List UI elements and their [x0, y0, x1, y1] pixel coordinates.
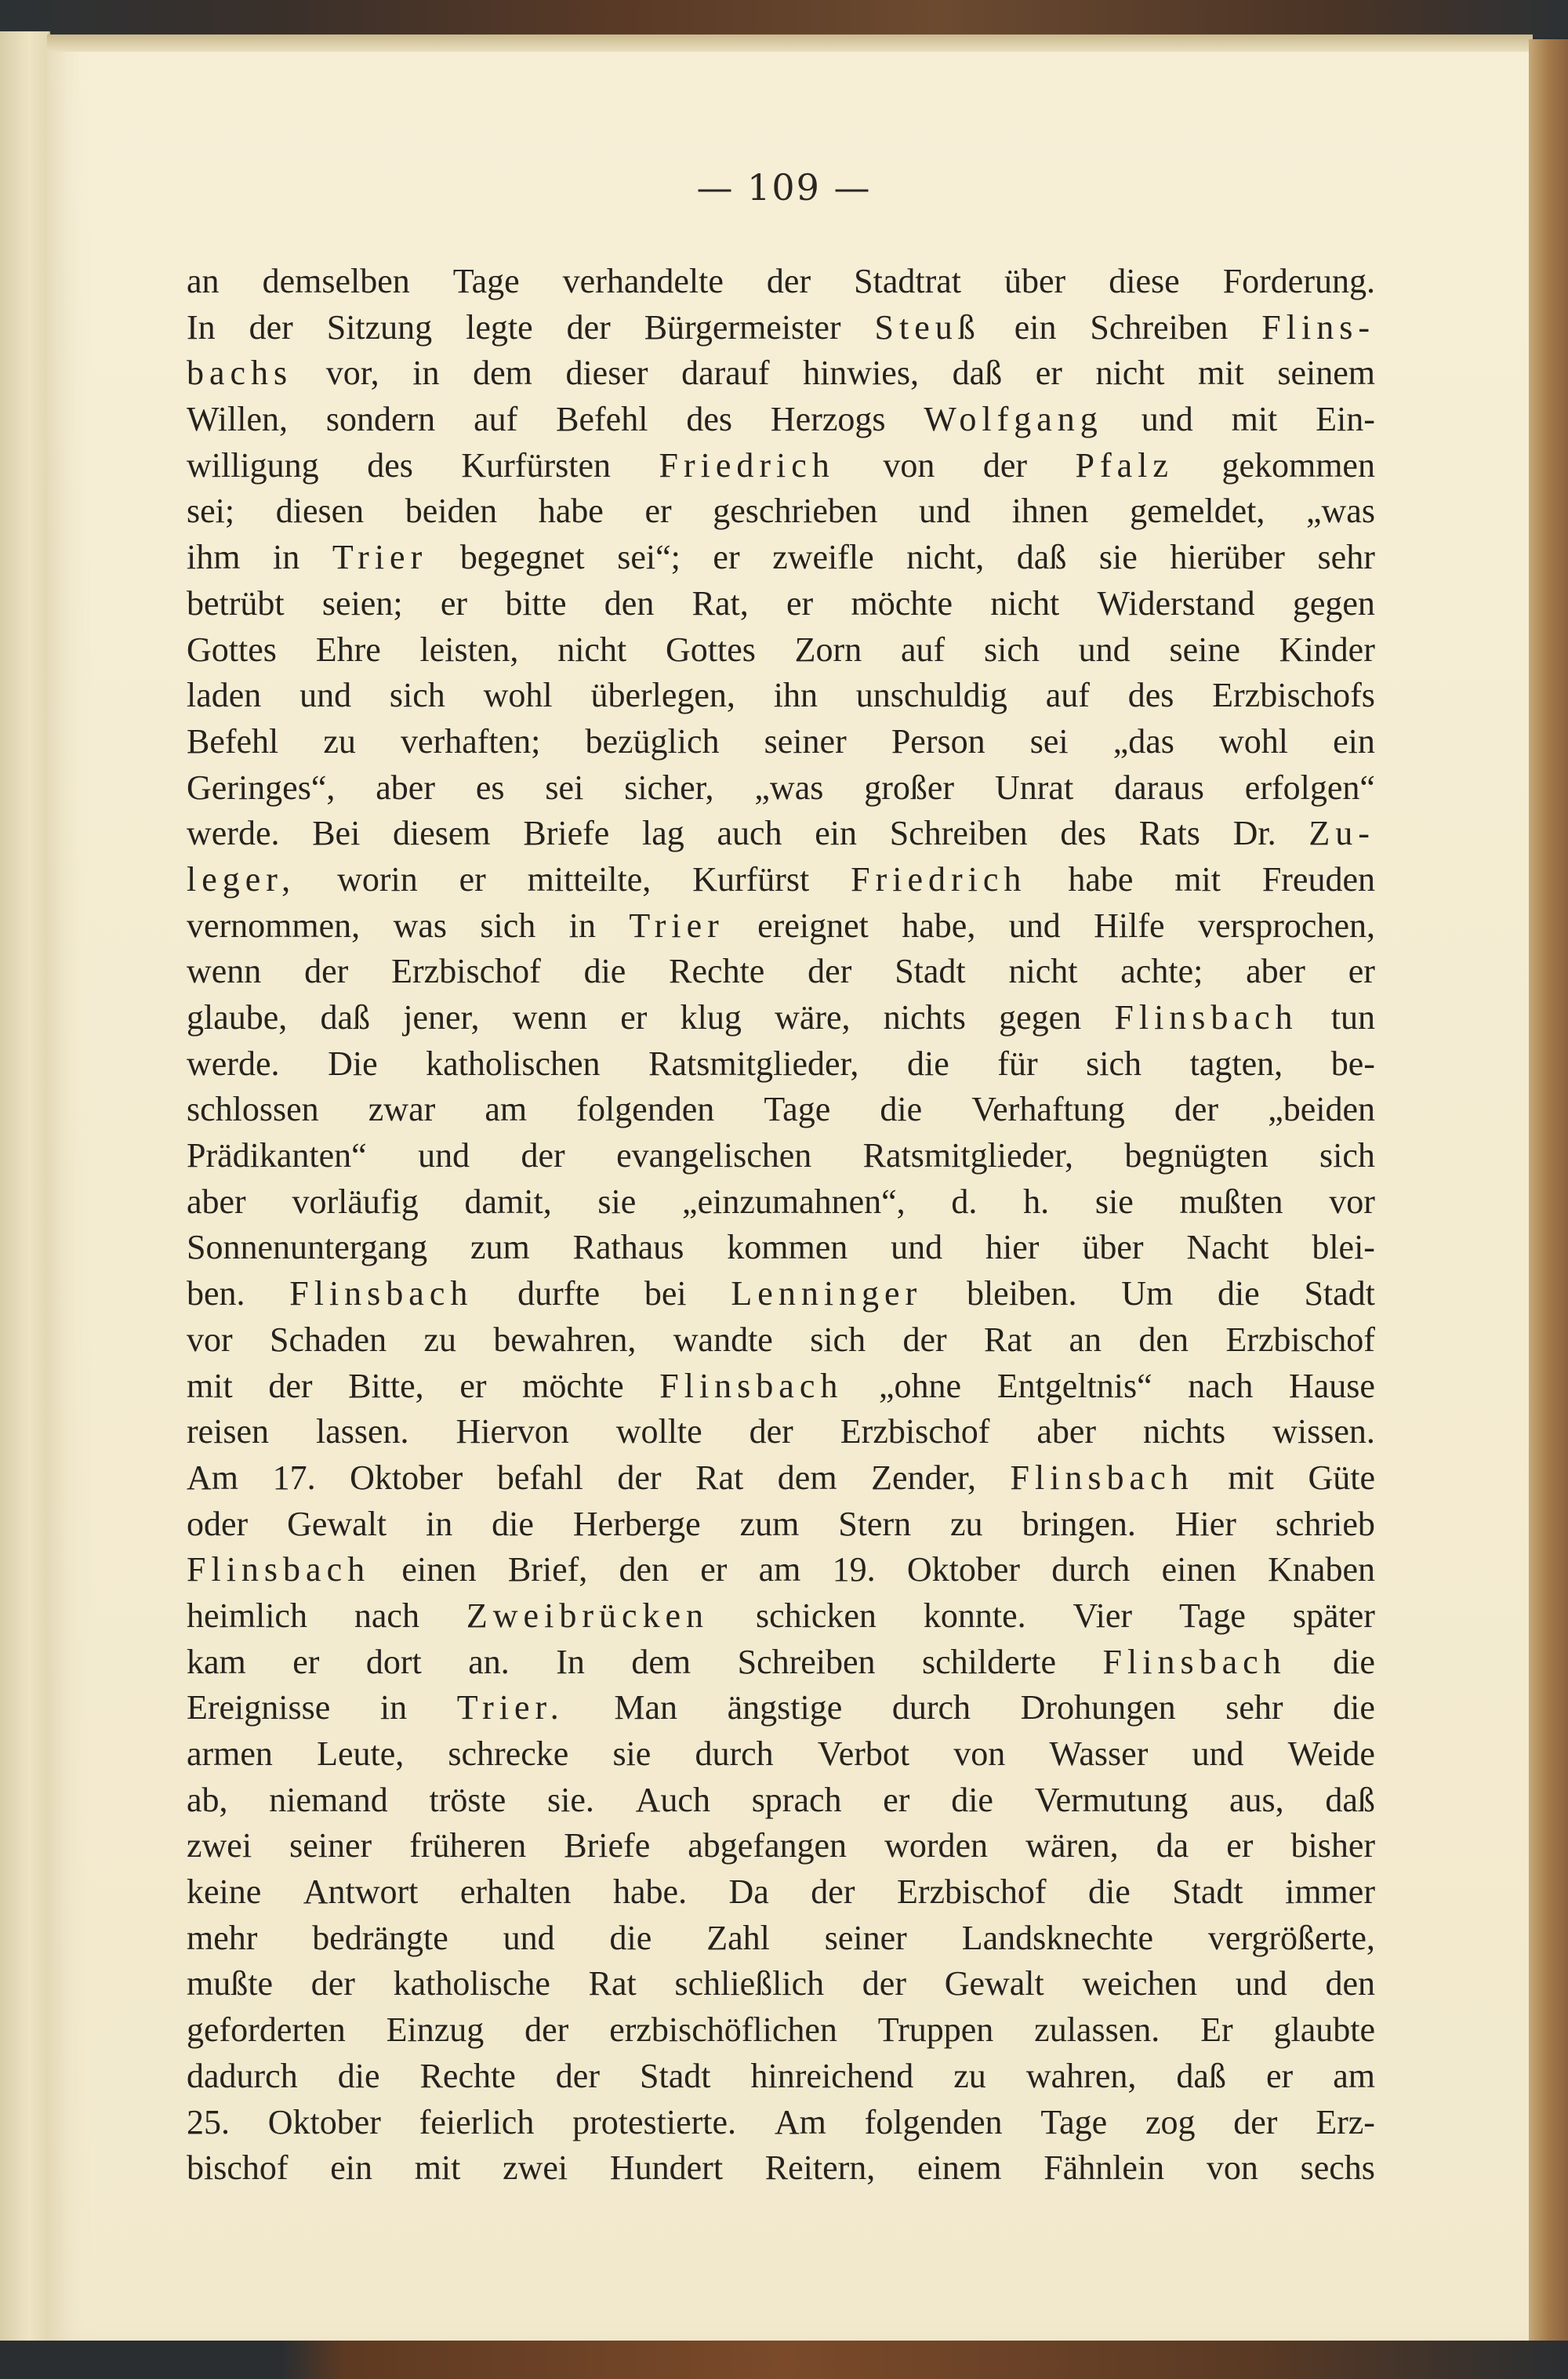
text-line: Prädikanten“ und der evangelischen Ratsmitglieder, begnügten sich	[187, 1136, 1375, 1175]
text-line: zwei seiner früheren Briefe abgefangen worden wären, da er bisher	[187, 1826, 1375, 1865]
facing-page-edge	[0, 31, 50, 2352]
text-line: willigung des Kurfürsten Friedrich von der Pfalz gekommen	[187, 445, 1375, 485]
text-line: kam er dort an. In dem Schreiben schilderte Flinsbach die	[187, 1642, 1375, 1681]
text-line: Willen, sondern auf Befehl des Herzogs Wolfgang und mit Ein-	[187, 400, 1375, 439]
text-line: oder Gewalt in die Herberge zum Stern zu bringen. Hier schrieb	[187, 1504, 1375, 1543]
text-line: ben. Flinsbach durfte bei Lenninger bleiben. Um die Stadt	[187, 1274, 1375, 1313]
text-line: 25. Oktober feierlich protestierte. Am folgenden Tage zog der Erz-	[187, 2102, 1375, 2141]
text-line: wenn der Erzbischof die Rechte der Stadt nicht achte; aber er	[187, 952, 1375, 991]
text-line: bachs vor, in dem dieser darauf hinwies, daß er nicht mit seinem	[187, 354, 1375, 393]
text-line: armen Leute, schrecke sie durch Verbot von Wasser und Weide	[187, 1734, 1375, 1773]
text-line: an demselben Tage verhandelte der Stadtrat über diese Forderung.	[187, 262, 1375, 300]
text-line: werde. Bei diesem Briefe lag auch ein Schreiben des Rats Dr. Zu-	[187, 814, 1375, 853]
text-line: laden und sich wohl überlegen, ihn unschuldig auf des Erzbischofs	[187, 676, 1375, 715]
text-line: ihm in Trier begegnet sei“; er zweifle nicht, daß sie hierüber sehr	[187, 538, 1375, 577]
book-bottom-edge	[0, 2341, 1568, 2379]
text-line: Befehl zu verhaften; bezüglich seiner Person sei „das wohl ein	[187, 721, 1375, 761]
text-line: heimlich nach Zweibrücken schicken konnte. Vier Tage später	[187, 1596, 1375, 1635]
text-line: glaube, daß jener, wenn er klug wäre, nichts gegen Flinsbach tun	[187, 998, 1375, 1037]
text-line: schlossen zwar am folgenden Tage die Verhaftung der „beiden	[187, 1090, 1375, 1129]
text-line: reisen lassen. Hiervon wollte der Erzbischof aber nichts wissen.	[187, 1412, 1375, 1451]
text-line: werde. Die katholischen Ratsmitglieder, die für sich tagten, be-	[187, 1044, 1375, 1083]
body-text	[187, 259, 1375, 2192]
text-line: mit der Bitte, er möchte Flinsbach „ohne Entgeltnis“ nach Hause	[187, 1366, 1375, 1405]
text-line: aber vorläufig damit, sie „einzumahnen“, d. h. sie mußten vor	[187, 1182, 1375, 1221]
text-line: Flinsbach einen Brief, den er am 19. Oktober durch einen Knaben	[187, 1550, 1375, 1589]
text-line: vor Schaden zu bewahren, wandte sich der Rat an den Erzbischof	[187, 1320, 1375, 1359]
text-line: ab, niemand tröste sie. Auch sprach er die Vermutung aus, daß	[187, 1780, 1375, 1819]
text-line: Gottes Ehre leisten, nicht Gottes Zorn auf sich und seine Kinder	[187, 630, 1375, 669]
text-line: bischof ein mit zwei Hundert Reitern, einem Fähnlein von sechs	[187, 2148, 1375, 2188]
text-line: keine Antwort erhalten habe. Da der Erzbischof die Stadt immer	[187, 1872, 1375, 1912]
book-right-edge	[1529, 39, 1568, 2344]
text-line: sei; diesen beiden habe er geschrieben und ihnen gemeldet, „was	[187, 492, 1375, 531]
text-line: Sonnenuntergang zum Rathaus kommen und hier über Nacht blei-	[187, 1228, 1375, 1267]
text-line: mußte der katholische Rat schließlich der Gewalt weichen und den	[187, 1964, 1375, 2003]
text-line: Ereignisse in Trier. Man ängstige durch Drohungen sehr die	[187, 1688, 1375, 1727]
page-top-shadow	[47, 35, 1533, 52]
text-line: leger, worin er mitteilte, Kurfürst Friedrich habe mit Freuden	[187, 859, 1375, 899]
text-line: Am 17. Oktober befahl der Rat dem Zender, Flinsbach mit Güte	[187, 1458, 1375, 1497]
text-line: Geringes“, aber es sei sicher, „was großer Unrat daraus erfolgen“	[187, 768, 1375, 807]
text-line: dadurch die Rechte der Stadt hinreichend zu wahren, daß er am	[187, 2056, 1375, 2095]
page-number: — 109 —	[696, 166, 872, 209]
text-line: betrübt seien; er bitte den Rat, er möchte nicht Widerstand gegen	[187, 583, 1375, 623]
text-line: vernommen, was sich in Trier ereignet habe, und Hilfe versprochen,	[187, 906, 1375, 945]
text-line: mehr bedrängte und die Zahl seiner Landsknechte vergrößerte,	[187, 1918, 1375, 1957]
text-line: In der Sitzung legte der Bürgermeister Steuß ein Schreiben Flins-	[187, 307, 1375, 347]
text-line: geforderten Einzug der erzbischöflichen Truppen zulassen. Er glaubte	[187, 2010, 1375, 2050]
book-top-edge	[0, 0, 1568, 38]
